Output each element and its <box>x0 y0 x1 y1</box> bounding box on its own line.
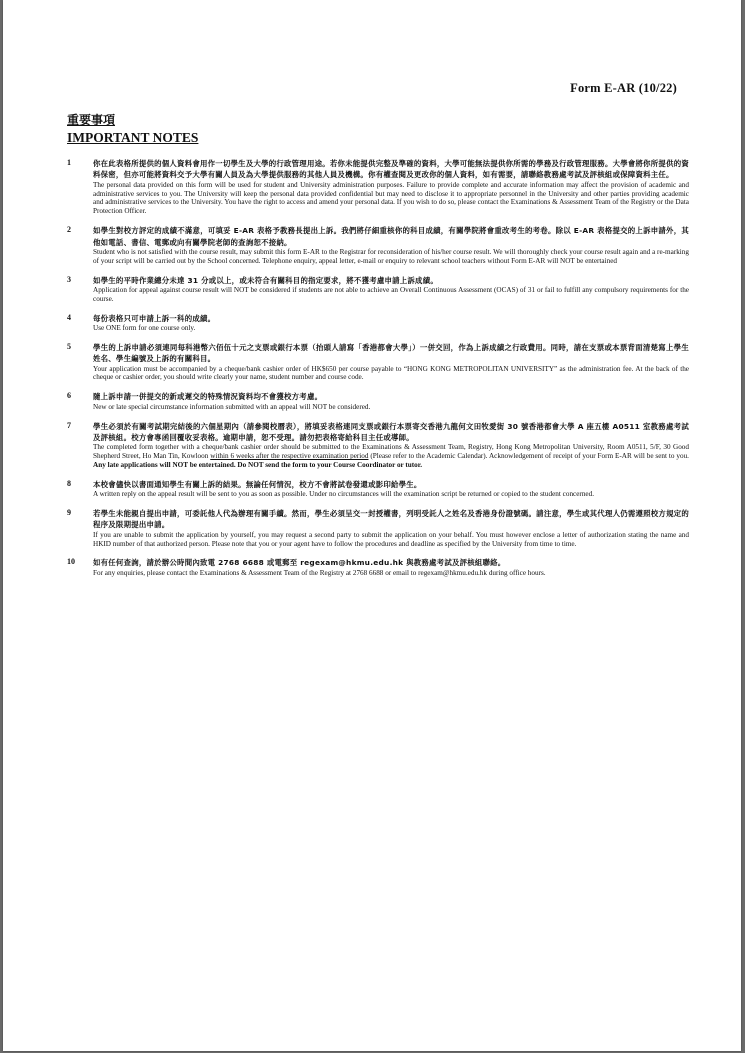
note-3 <box>67 275 689 304</box>
note-text-english-warning: Any late applications will NOT be entertained. Do NOT send the form to your Course Coordinator or tutor. <box>93 460 423 469</box>
note-text-chinese: 本校會儘快以書面通知學生有關上訴的結果。無論任何情況，校方不會將試卷發還或影印給學生。 <box>93 479 422 489</box>
note-text-chinese: 每份表格只可申請上訴一科的成績。 <box>93 313 216 323</box>
note-text-chinese-warning: 逾期申請，恕不受理。請勿把表格寄給科目主任或導師。 <box>222 432 414 442</box>
note-number: 5 <box>67 341 71 351</box>
note-text-english: A written reply on the appeal result will be sent to you as soon as possible. Under no circumstances will the examination script be returned or copied to the student concerned. <box>93 490 594 499</box>
note-text-english: Student who is not satisfied with the course result, may submit this form E-AR to the Registrar for reconsideration of his/her course result. We will thoroughly check your course result again and a re-marking of your script will be carried out by the School concerned. Telephone enquiry, appeal letter, e-mail or enquiry to relevant school teachers without Form E-AR will NOT be entertained <box>93 247 689 265</box>
note-number: 7 <box>67 420 71 430</box>
note-text-english <box>93 443 689 470</box>
note-text-english: If you are unable to submit the application by yourself, you may request a second party to submit the application on your behalf. You must however enclose a letter of authorization stating the name and HKID number of that authorized person. Please note that you or your agent have to follow the procedures and deadline as specified by the University from time to time. <box>93 530 689 548</box>
note-text-english-calendar: (Please refer to the Academic Calendar). Acknowledgement of receipt of your Form E-AR will be sent to you. <box>368 452 689 461</box>
note-text-chinese: 如有任何查詢，請於辦公時間內致電 2768 6688 或電郵至 regexam@hkmu.edu.hk 與教務處考試及評核組聯絡。 <box>93 558 506 568</box>
note-text-english: Your application must be accompanied by a cheque/bank cashier order of HK$650 per course payable to “HONG KONG METROPOLITAN UNIVERSITY” as the administration fee. At the back of the cheque or cashier order, you should write clearly your name, student number and course code. <box>93 364 689 382</box>
heading-english: IMPORTANT NOTES <box>67 130 199 145</box>
note-text-chinese-main: 學生必須於有關考試期完結後的六個星期內（請參閱校曆表），將填妥表格連同支票或銀行本票寄交香港九龍何文田牧愛街 30 號香港都會大學 A 座五樓 A0511 室教務處考試及評核組。校方會專函回覆收妥表格。 <box>93 421 689 442</box>
note-number: 3 <box>67 274 71 284</box>
note-7 <box>67 421 689 470</box>
note-number: 2 <box>67 225 71 235</box>
note-text-english: New or late special circumstance information submitted with an appeal will NOT be considered. <box>93 402 371 411</box>
note-text-chinese: 隨上訴申請一併提交的新或遲交的特殊情況資料均不會獲校方考慮。 <box>93 392 323 402</box>
note-number: 9 <box>67 508 71 518</box>
note-text-english: For any enquiries, please contact the Examinations & Assessment Team of the Registry at 2768 6688 or email to regexam@hkmu.edu.hk during office hours. <box>93 568 546 577</box>
note-6 <box>67 391 689 411</box>
note-text-english: Use ONE form for one course only. <box>93 324 196 333</box>
note-1 <box>67 158 689 216</box>
note-9 <box>67 508 689 548</box>
document-page <box>3 0 741 1051</box>
note-number: 10 <box>67 557 75 567</box>
note-text-chinese: 如學生對校方評定的成績不滿意，可填妥 E-AR 表格予教務長提出上訴。我們將仔細重核你的科目成績，有關學院將會重改考生的考卷。除以 E-AR 表格提交的上訴申請外，其他如電話、書信、電郵或向有關學院老師的查詢恕不接納。 <box>93 226 689 247</box>
note-number: 4 <box>67 312 71 322</box>
note-10 <box>67 557 689 577</box>
note-number: 6 <box>67 391 71 401</box>
note-5 <box>67 342 689 382</box>
note-text-english-main: The completed form together with a cheque/bank cashier order should be submitted to the Examinations & Assessment Team, Registry, Hong Kong Metropolitan University, Room A0511, 5/F, 30 Good Shepherd Street, Ho Man Tin, Kowloon <box>93 443 689 461</box>
note-text-chinese: 如學生的平時作業總分未達 31 分或以上，或未符合有關科目的指定要求，將不獲考慮申請上訴成績。 <box>93 275 438 285</box>
note-number: 1 <box>67 158 71 167</box>
note-text-deadline: within 6 weeks after the respective examination period <box>210 452 369 461</box>
note-text-english: Application for appeal against course result will NOT be considered if students are not able to achieve an Overall Continuous Assessment (OCAS) of 31 or fail to fulfill any compulsory requirements for the course. <box>93 285 689 303</box>
note-text-chinese: 學生的上訴申請必須連同每科港幣六佰伍十元之支票或銀行本票（抬頭人請寫「香港都會大學」）一併交回，作為上訴成績之行政費用。同時，請在支票或本票背面清楚寫上學生姓名、學生編號及上訴的有關科目。 <box>93 342 689 364</box>
heading-chinese: 重要事項 <box>67 113 116 127</box>
note-text-chinese: 你在此表格所提供的個人資料會用作一切學生及大學的行政管理用途。若你未能提供完整及準確的資料，大學可能無法提供你所需的學務及行政管理服務。大學會將你所提供的資料保密，但亦可能將資料交予大學有關人員及為大學提供服務的其他人員及機構。你有權查閱及更改你的個人資料，如有需要，請聯絡教務處考試及評核組或保障資料主任。 <box>93 159 689 180</box>
note-4 <box>67 313 689 333</box>
note-number: 8 <box>67 478 71 488</box>
note-text-chinese <box>93 421 689 444</box>
notes-list <box>67 158 689 587</box>
note-text-english: The personal data provided on this form will be used for student and University administration purposes. Failure to provide complete and accurate information may affect the provision of academic and administrative services to you. The University will keep the personal data provided confidential but may need to disclose it to appropriate personnel in the University and other parties providing academic and administrative services to the University. You have the right to access and amend your personal data. If you wish to do so, please contact the Examinations & Assessment Team of the Registry or the Data Protection Officer. <box>93 180 689 216</box>
form-code: Form E-AR (10/22) <box>570 81 677 95</box>
note-8 <box>67 479 689 499</box>
note-2 <box>67 225 689 265</box>
note-text-chinese: 若學生未能親自提出申請，可委託他人代為辦理有關手續。然而，學生必須呈交一封授權書，列明受託人之姓名及香港身份證號碼。請注意，學生或其代理人仍需遵照校方規定的程序及限期提出申請。 <box>93 509 689 530</box>
